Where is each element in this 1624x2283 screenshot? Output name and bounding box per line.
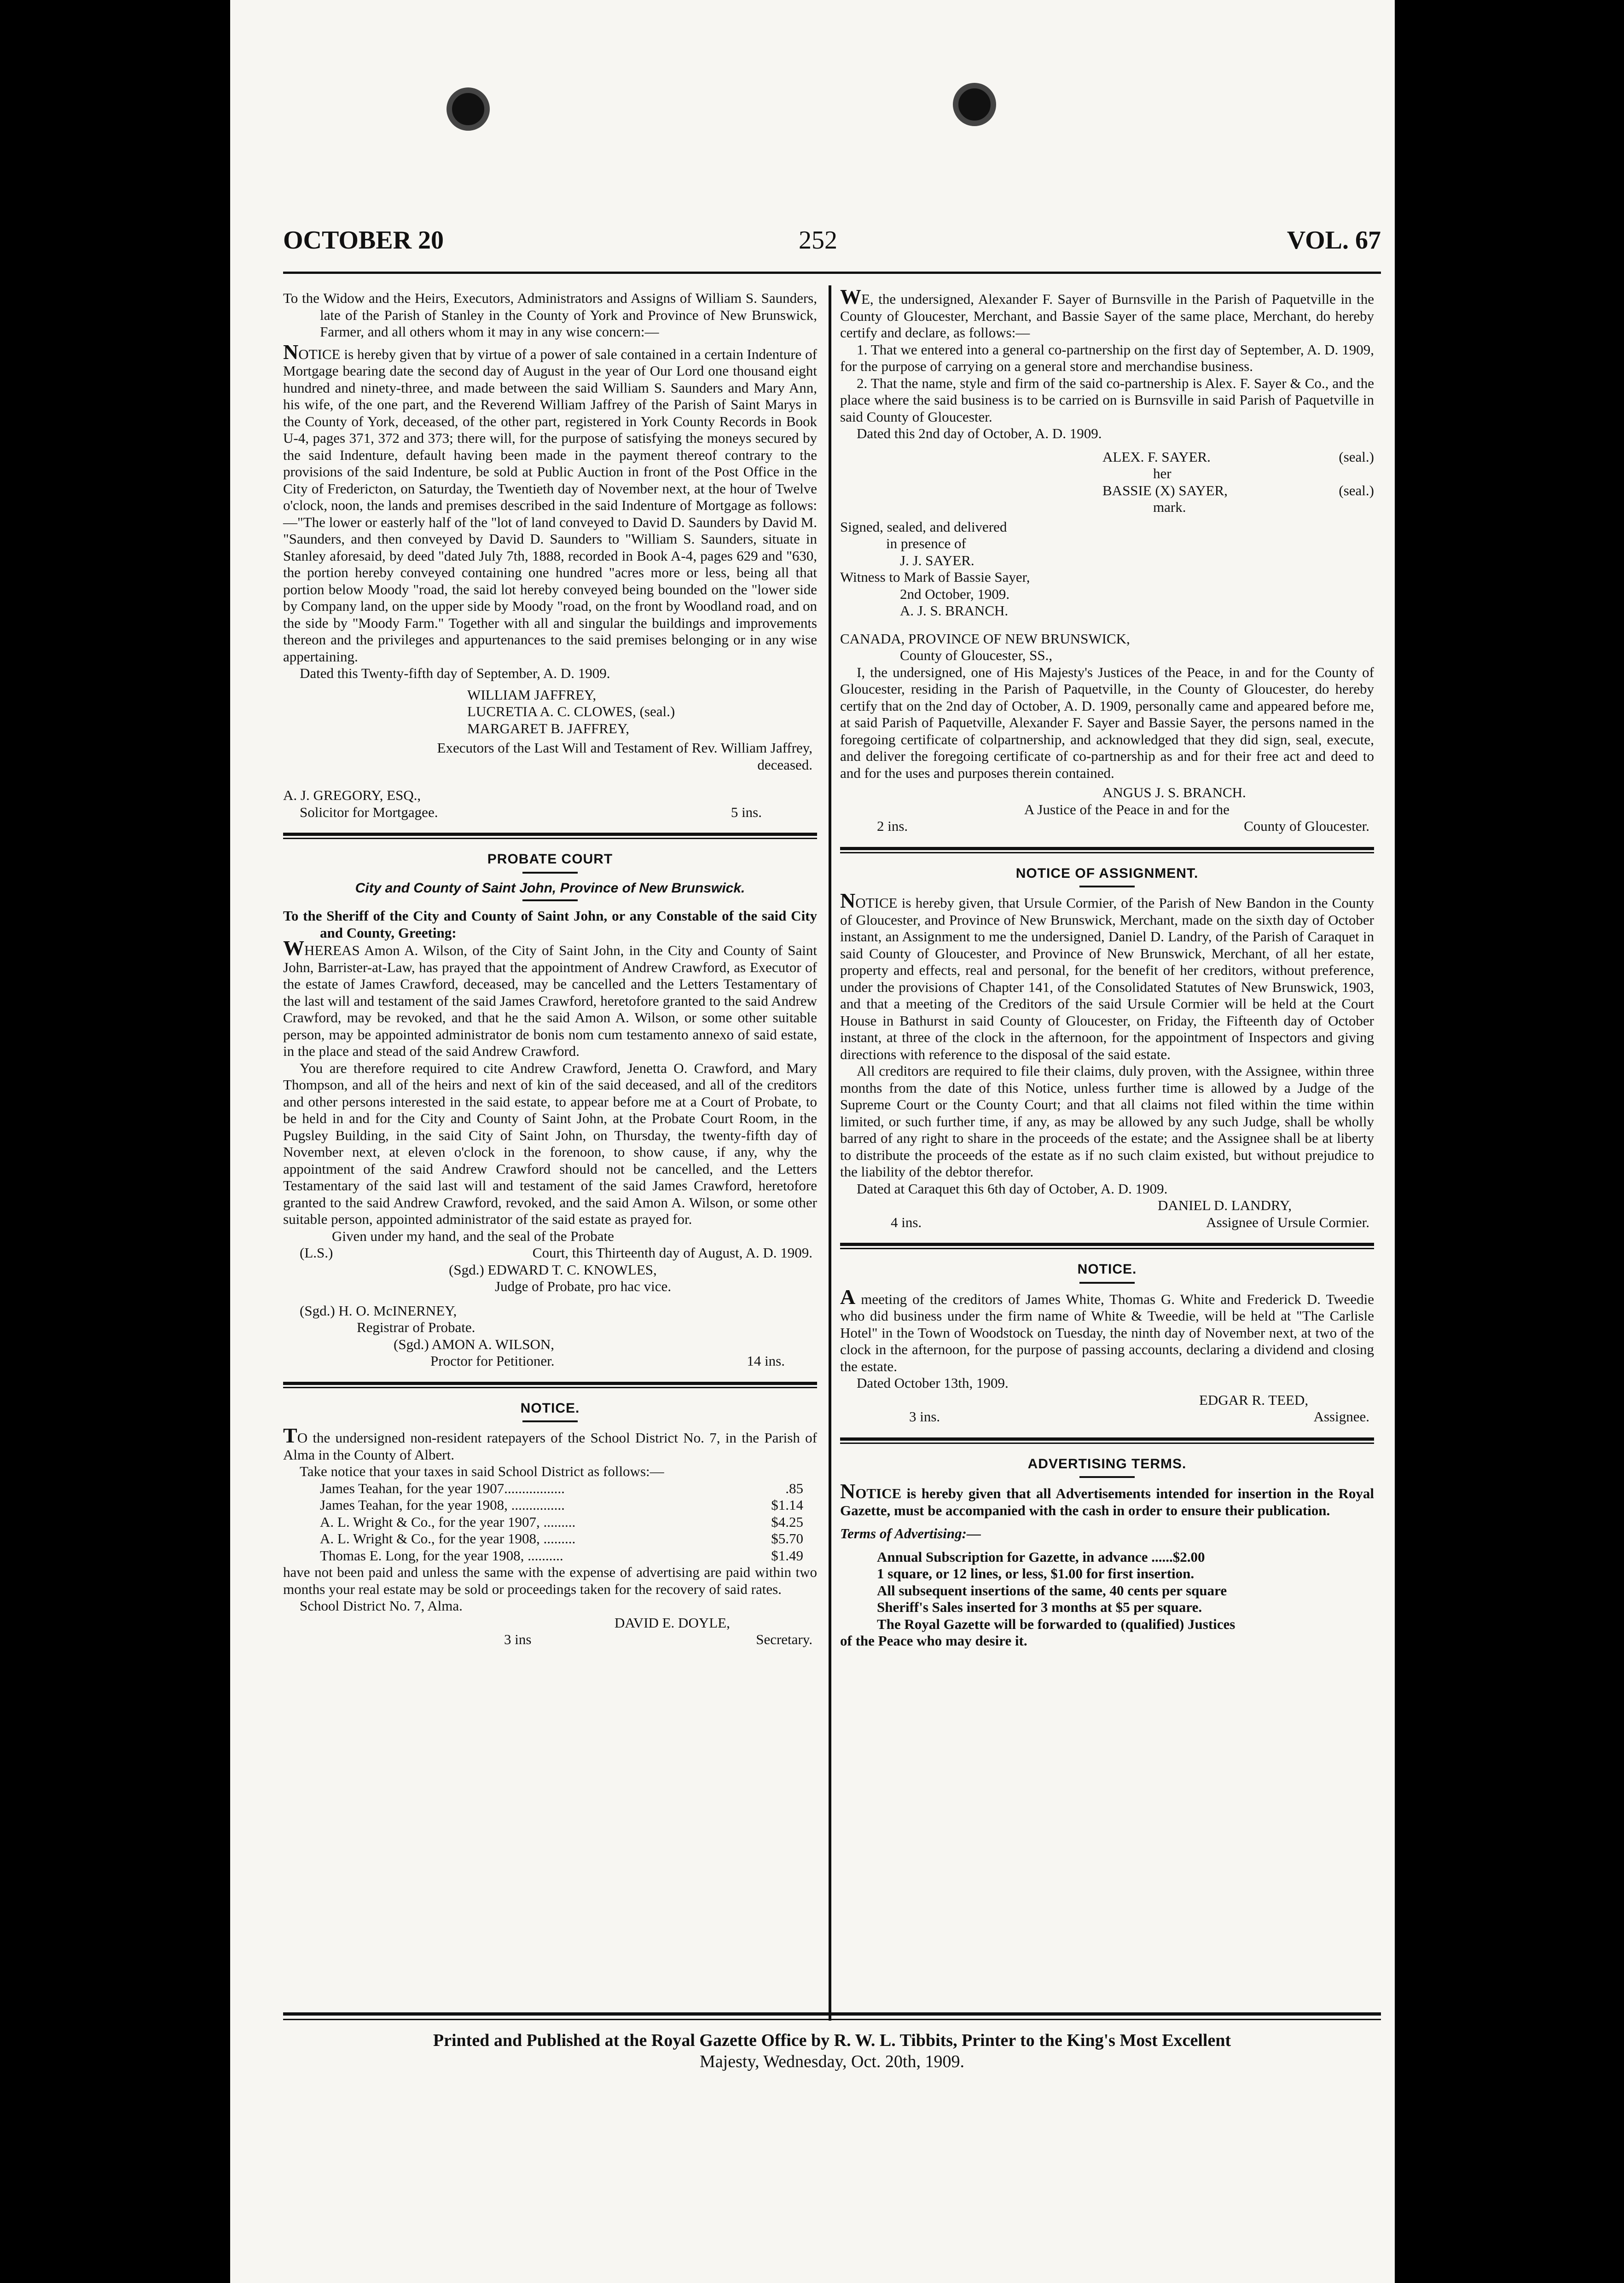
saunders-notice: [283, 290, 817, 821]
partnership-notice: [840, 285, 1374, 620]
footer-rule: [283, 2019, 1381, 2020]
witness-date: 2nd October, 1909.: [900, 585, 1010, 602]
notice-address: To the Sheriff of the City and County of Saint John, or any Constable of the said City and County, Greeting:: [283, 908, 817, 941]
tax-row: A. L. Wright & Co., for the year 1907, ......... $4.25: [320, 1513, 803, 1530]
assignee-title: Assignee of Ursule Cormier.: [1206, 1214, 1369, 1230]
left-column: [283, 290, 817, 1648]
judge-name: (Sgd.) EDWARD T. C. KNOWLES,: [449, 1261, 657, 1278]
heading-rule: [522, 899, 578, 901]
signatory: ALEX. F. SAYER.: [1102, 448, 1211, 465]
page-number: 252: [799, 226, 837, 255]
terms-line: Annual Subscription for Gazette, in advance ......$2.00: [877, 1548, 1205, 1565]
column-divider: [829, 285, 831, 2021]
notice-body: You are therefore required to cite Andrew Crawford, Jenetta O. Crawford, and Mary Thompson, and all of the heirs and next of kin of the said deceased, and all of the creditors and other persons interested in the said estate, to appear before me at a Court of Probate, to be held in and for the City and County of Saint John, at the Probate Court Room, in the Pugsley Building, in the said City of Saint John, on Thursday, the twenty-fifth day of November next, at eleven o'clock in the forenoon, to show cause, if any, why the appointment of the said Andrew Crawford should not be cancelled, and the Letters Testamentary of the said last will and testament of the said James Crawford, heretofore granted to the said Andrew Crawford, revoked, and the said Amon A. Wilson, or some other suitable person, appointed administrator of the said estate as prayed for.: [283, 1060, 817, 1227]
assignment-notice: [840, 865, 1374, 1231]
drop-cap: W: [283, 936, 304, 960]
terms-line: Sheriff's Sales inserted for 3 months at $5 per square.: [877, 1599, 1202, 1615]
terms-line: 1 square, or 12 lines, or less, $1.00 for first insertion.: [877, 1565, 1195, 1582]
insertions: 14 ins.: [747, 1353, 785, 1369]
section-heading: NOTICE.: [520, 1400, 580, 1416]
proctor-name: (Sgd.) AMON A. WILSON,: [394, 1336, 555, 1352]
page-header: [283, 226, 1381, 262]
seal-mark: (seal.): [1339, 448, 1374, 465]
section-heading: ADVERTISING TERMS.: [1027, 1456, 1187, 1472]
section-heading: PROBATE COURT: [487, 852, 613, 867]
heading-rule: [522, 1420, 578, 1422]
judge-title: Judge of Probate, pro hac vice.: [495, 1278, 672, 1294]
notice-body: A meeting of the creditors of James White, Thomas G. White and Frederick D. Tweedie who did business under the firm name of White & Tweedie, will be held at "The Carlisle Hotel" in the Town of Woodstock on Tuesday, the ninth day of November next, at two of the clock in the afternoon, for the purpose of passing accounts, declaring a dividend and closing the estate.: [840, 1285, 1374, 1374]
tax-row: James Teahan, for the year 1908, ............... $1.14: [320, 1497, 803, 1513]
section-rule: [840, 1437, 1374, 1441]
signatory: BASSIE (X) SAYER,: [1102, 482, 1228, 498]
signatory-title: Secretary.: [756, 1631, 812, 1647]
tax-row: A. L. Wright & Co., for the year 1908, ......... $5.70: [320, 1530, 803, 1547]
drop-cap: W: [840, 285, 861, 308]
header-rule: [283, 272, 1381, 274]
school-notice: [283, 1400, 817, 1648]
terms-line: of the Peace who may desire it.: [840, 1633, 1027, 1649]
section-rule: [283, 1382, 817, 1385]
notice-body: WE, the undersigned, Alexander F. Sayer of Burnsville in the Parish of Paquetville in the County of Gloucester, Merchant, and Bassie Sayer of the same place, Merchant, do hereby certify and declare, as follows:—: [840, 285, 1374, 341]
notice-body: Take notice that your taxes in said School District as follows:—: [300, 1463, 664, 1479]
drop-cap: N: [840, 889, 856, 912]
witness-name: A. J. S. BRANCH.: [900, 603, 1009, 619]
notice-dated: Dated October 13th, 1909.: [857, 1375, 1009, 1391]
section-rule: [283, 1387, 817, 1388]
section-rule: [840, 1248, 1374, 1249]
witness-name: J. J. SAYER.: [900, 552, 974, 568]
heading-rule: [1079, 1282, 1135, 1284]
heading-rule: [522, 872, 578, 874]
section-rule: [840, 847, 1374, 850]
notice-address: To the Widow and the Heirs, Executors, Administrators and Assigns of William S. Saunders, late of the Parish of Stanley in the County of York and Province of New Brunswick, Farmer, and all others whom it may in any wise concern:—: [283, 290, 817, 340]
section-rule: [840, 1443, 1374, 1444]
assignee-title: Assignee.: [1313, 1408, 1369, 1425]
header-volume: VOL. 67: [1287, 226, 1381, 255]
section-rule: [840, 852, 1374, 853]
section-heading: NOTICE OF ASSIGNMENT.: [1015, 865, 1199, 881]
certificate-county: County of Gloucester, SS.,: [900, 647, 1053, 663]
insertions: 3 ins: [504, 1631, 532, 1647]
certificate-title: CANADA, PROVINCE OF NEW BRUNSWICK,: [840, 630, 1130, 647]
court-line: Court, this Thirteenth day of August, A. D. 1909.: [532, 1245, 812, 1261]
heading-rule: [1079, 1476, 1135, 1478]
district-line: School District No. 7, Alma.: [300, 1598, 463, 1614]
notice-body: All creditors are required to file their claims, duly proven, with the Assignee, within three months from the date of this Notice, unless further time is allowed by a Judge of the Supreme Court or the County Court; and that all claims not filed within the time within limited, or such further time, if any, as may be allowed by any such Judge, shall be wholly barred of any right to share in the proceeds of the estate; and the Assignee shall be at liberty to distribute the proceeds of the estate as if no such claim existed, but without prejudice to the liability of the debtor therefor.: [840, 1063, 1374, 1180]
signed-line: Signed, sealed, and delivered: [840, 518, 1007, 535]
terms-line: All subsequent insertions of the same, 40 cents per square: [877, 1582, 1227, 1599]
certificate-body: I, the undersigned, one of His Majesty's Justices of the Peace, in and for the County of Gloucester, residing in the Parish of Paquetville, in the County of Gloucester, do hereby certify that on the 2nd day of October, A. D. 1909, personally came and appeared before me, at said Parish of Paquetville, Alexander F. Sayer and Bassie Sayer, the persons named in the foregoing certificate of colpartnership, and acknowledged that they did sign, seal, execute, and deliver the foregoing certificate of co-partnership as and for their free act and deed to and for the uses and purposes therein contained.: [840, 664, 1374, 781]
advertising-terms: [840, 1456, 1374, 1650]
insertions: 5 ins.: [731, 804, 762, 820]
her-label: her: [1153, 465, 1172, 481]
seal-mark: (seal.): [1339, 482, 1374, 498]
justice-name: ANGUS J. S. BRANCH.: [1102, 784, 1246, 800]
heading-rule: [1079, 886, 1135, 887]
solicitor-name: A. J. GREGORY, ESQ.,: [283, 787, 421, 803]
signatory: WILLIAM JAFFREY,: [467, 686, 597, 703]
notice-dated: Dated at Caraquet this 6th day of October, A. D. 1909.: [857, 1180, 1168, 1197]
insertions: 2 ins.: [877, 818, 908, 834]
binding-hole: [953, 83, 996, 126]
section-rule: [283, 833, 817, 836]
section-rule: [840, 1243, 1374, 1246]
imprint: [283, 2030, 1381, 2072]
drop-cap: N: [283, 340, 299, 364]
signatory: MARGARET B. JAFFREY,: [467, 720, 630, 736]
binding-hole: [447, 87, 490, 131]
notice-body: TO the undersigned non-resident ratepayers of the School District No. 7, in the Parish of Alma in the County of Albert.: [283, 1424, 817, 1463]
notice-body: NOTICE is hereby given that by virtue of a power of sale contained in a certain Indenture of Mortgage bearing date the second day of August in the year of Our Lord one thousand eight hundred and ninety-three, and made between the said William S. Saunders and Mary Ann, his wife, of the one part, and the Reverend William Jaffrey of the Parish of Saint Marys in the County of York, deceased, of the other part, registered in York County Records in Book U-4, pages 371, 372 and 373; there will, for the purpose of satisfying the moneys secured by the said Indenture, default having been made in the payment thereof contrary to the provisions of the said Indenture, be sold at Public Auction in front of the Post Office in the City of Fredericton, on Saturday, the Twentieth day of November next, at the hour of Twelve o'clock, noon, the lands and premises described in the said Indenture of Mortgage as follows:—"The lower or easterly half of the "lot of land conveyed to David D. Saunders by David M. "Saunders, and then conveyed by David D. Saunders to "William S. Saunders, situate in Stanley aforesaid, by deed "dated July 7th, 1888, recorded in Book A-4, pages 629 and "630, the portion hereby conveyed containing one hundred "acres more or less, being all that portion below Moody "road, the said lot hereby conveyed being bounded on the "lower side by Company land, on the upper side by Moody "road, on the front by Woodland road, and on the side by "Moody Farm." Together with all and singular the buildings and improvements thereon and the privileges and appurtenances to the said premises belonging or in any wise appertaining.: [283, 340, 817, 665]
gazette-page: [230, 0, 1395, 2283]
justice-county: County of Gloucester.: [1244, 818, 1369, 834]
imprint-line: Printed and Published at the Royal Gazette Office by R. W. L. Tibbits, Printer to the King's Most Excellent: [433, 2031, 1231, 2050]
right-column: [840, 285, 1374, 1650]
terms-line: The Royal Gazette will be forwarded to (qualified) Justices: [877, 1616, 1235, 1632]
tax-row: Thomas E. Long, for the year 1908, .......... $1.49: [320, 1547, 803, 1564]
section-heading: NOTICE.: [1077, 1262, 1137, 1277]
notice-item: 1. That we entered into a general co-partnership on the first day of September, A. D. 1909, for the purpose of carrying on a general store and merchandise business.: [840, 341, 1374, 374]
justice-title: A Justice of the Peace in and for the: [1024, 801, 1230, 817]
witness-mark-line: Witness to Mark of Bassie Sayer,: [840, 569, 1030, 585]
proctor-title: Proctor for Petitioner.: [430, 1353, 555, 1369]
notice-body: NOTICE is hereby given that all Advertisements intended for insertion in the Royal Gazette, must be accompanied with the cash in order to ensure their publication.: [840, 1479, 1374, 1518]
signatory-name: DAVID E. DOYLE,: [615, 1614, 730, 1631]
notice-body: have not been paid and unless the same with the expense of advertising are paid within two months your real estate may be sold or proceedings taken for the recovery of said rates.: [283, 1564, 817, 1597]
assignee-name: EDGAR R. TEED,: [1199, 1391, 1309, 1408]
drop-cap: N: [840, 1479, 856, 1503]
insertions: 4 ins.: [891, 1214, 922, 1230]
insertions: 3 ins.: [909, 1408, 940, 1425]
presence-line: in presence of: [886, 535, 966, 551]
section-subheading: City and County of Saint John, Province of New Brunswick.: [355, 880, 745, 896]
justice-certificate: [840, 631, 1374, 835]
notice-body: WHEREAS Amon A. Wilson, of the City of Saint John, in the City and County of Saint John, Barrister-at-Law, has prayed that the appointment of Andrew Crawford, as Executor of the estate of James Crawford, deceased, may be cancelled and the Letters Testamentary of the last will and testament of the said James Crawford, heretofore granted to the said Andrew Crawford, may be revoked, and that he the said Amon A. Wilson, or some other suitable person, may be appointed administrator de bonis nom cum testamento annexo of said estate, in the place and stead of the said Andrew Crawford.: [283, 936, 817, 1059]
drop-cap: A: [840, 1285, 856, 1309]
notice-item: 2. That the name, style and firm of the said co-partnership is Alex. F. Sayer & Co., and the place where the said business is to be carried on is Burnsville in said Parish of Paquetville in said County of Gloucester.: [840, 375, 1374, 425]
terms-label: Terms of Advertising:—: [840, 1525, 981, 1541]
seal-mark: (L.S.): [300, 1245, 333, 1261]
notice-dated: Dated this 2nd day of October, A. D. 1909.: [857, 425, 1102, 441]
signatory: LUCRETIA A. C. CLOWES, (seal.): [467, 703, 675, 719]
probate-notice: [283, 851, 817, 1370]
footer-rule: [283, 2012, 1381, 2016]
drop-cap: T: [283, 1424, 297, 1447]
header-date: OCTOBER 20: [283, 226, 444, 255]
solicitor-role: Solicitor for Mortgagee.: [300, 804, 438, 820]
tax-row: James Teahan, for the year 1907................. .85: [320, 1480, 803, 1496]
executors-note: Executors of the Last Will and Testament of Rev. William Jaffrey, deceased.: [437, 740, 812, 773]
creditors-meeting-notice: [840, 1261, 1374, 1425]
mark-label: mark.: [1153, 499, 1186, 515]
section-rule: [283, 838, 817, 839]
given-line: Given under my hand, and the seal of the Probate: [332, 1228, 614, 1244]
imprint-line: Majesty, Wednesday, Oct. 20th, 1909.: [700, 2052, 964, 2071]
notice-dated: Dated this Twenty-fifth day of September, A. D. 1909.: [300, 665, 610, 681]
registrar-name: (Sgd.) H. O. McINERNEY,: [300, 1302, 457, 1319]
registrar-title: Registrar of Probate.: [357, 1319, 476, 1335]
notice-body: NOTICE is hereby given, that Ursule Cormier, of the Parish of New Bandon in the County of Gloucester, and Province of New Brunswick, Merchant, made on the sixth day of October instant, an Assignment to me the undersigned, Daniel D. Landry, of the Parish of Caraquet in said County of Gloucester, and Province of New Brunswick, Merchant, of all her estate, property and effects, real and personal, for the benefit of her creditors, without preference, under the provisions of Chapter 141, of the Consolidated Statutes of New Brunswick, 1903, and that a meeting of the Creditors of the said Ursule Cormier will be held at the Court House in Bathurst in said County of Gloucester, on Friday, the Fifteenth day of October instant, at three of the clock in the afternoon, for the appointment of Inspectors and giving directions with reference to the disposal of the said estate.: [840, 889, 1374, 1062]
assignee-name: DANIEL D. LANDRY,: [1158, 1197, 1292, 1213]
